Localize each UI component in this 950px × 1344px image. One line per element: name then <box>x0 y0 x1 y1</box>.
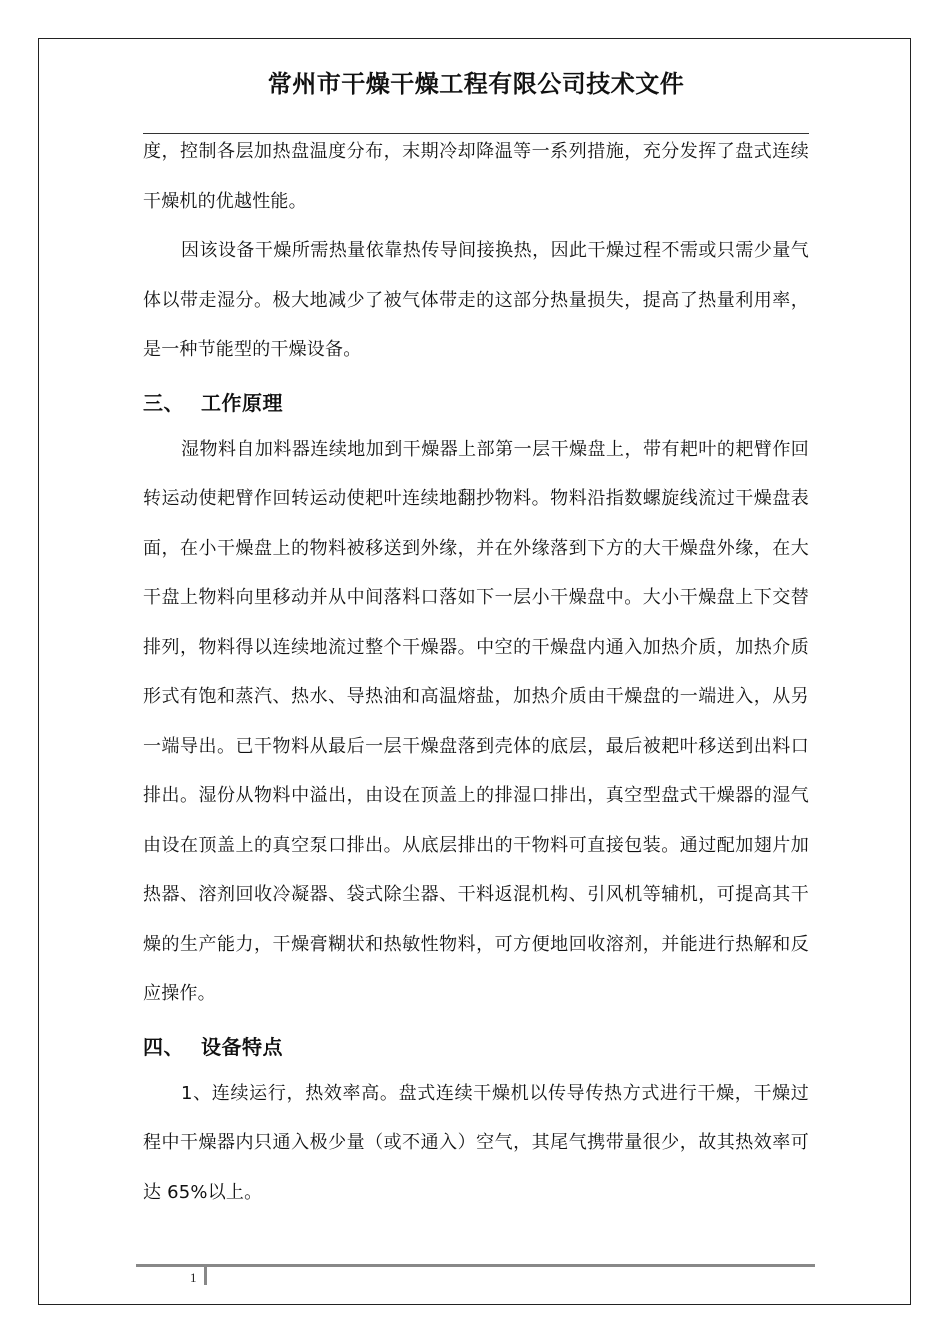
equipment-features-paragraph: 1、连续运行，热效率高。盘式连续干燥机以传导传热方式进行干燥，干燥过程中干燥器内只通入极少量（或不通入）空气，其尾气携带量很少，故其热效率可达 65%以上。 <box>143 1082 809 1203</box>
footer-rule <box>136 1264 815 1267</box>
section-number: 四、 <box>143 1034 184 1059</box>
document-header-title: 常州市干燥干燥工程有限公司技术文件 <box>267 70 685 98</box>
intro-paragraph-energy: 因该设备干燥所需热量依靠热传导间接换热，因此干燥过程不需或只需少量气体以带走湿分。极大地减少了被气体带走的这部分热量损失，提高了热量利用率，是一种节能型的干燥设备。 <box>143 240 809 360</box>
section-heading-equipment-features <box>143 1025 809 1069</box>
document-header <box>143 60 809 134</box>
section-title: 设备特点 <box>201 1034 283 1059</box>
section-heading-working-principle <box>143 381 809 425</box>
section-number: 三、 <box>143 390 184 415</box>
page-number: 1 <box>190 1270 197 1285</box>
document-body <box>143 127 809 1217</box>
intro-paragraph-continued: 度，控制各层加热盘温度分布，末期冷却降温等一系列措施，充分发挥了盘式连续干燥机的优越性能。 <box>143 141 809 212</box>
working-principle-paragraph: 湿物料自加料器连续地加到干燥器上部第一层干燥盘上，带有耙叶的耙臂作回转运动使耙臂作回转运动使耙叶连续地翻抄物料。物料沿指数螺旋线流过干燥盘表面，在小干燥盘上的物料被移送到外缘，并在外缘落到下方的大干燥盘外缘，在大干盘上物料向里移动并从中间落料口落如下一层小干燥盘中。大小干燥盘上下交替排列，物料得以连续地流过整个干燥器。中空的干燥盘内通入加热介质，加热介质形式有饱和蒸汽、热水、导热油和高温熔盐，加热介质由干燥盘的一端进入，从另一端导出。已干物料从最后一层干燥盘落到壳体的底层，最后被耙叶移送到出料口排出。湿份从物料中溢出，由设在顶盖上的排湿口排出，真空型盘式干燥器的湿气由设在顶盖上的真空泵口排出。从底层排出的干物料可直接包装。通过配加翅片加热器、溶剂回收冷凝器、袋式除尘器、干料返混机构、引风机等辅机，可提高其干燥的生产能力，干燥膏糊状和热敏性物料，可方便地回收溶剂，并能进行热解和反应操作。 <box>143 438 809 1004</box>
footer-tick <box>204 1267 207 1285</box>
section-title: 工作原理 <box>201 390 283 415</box>
